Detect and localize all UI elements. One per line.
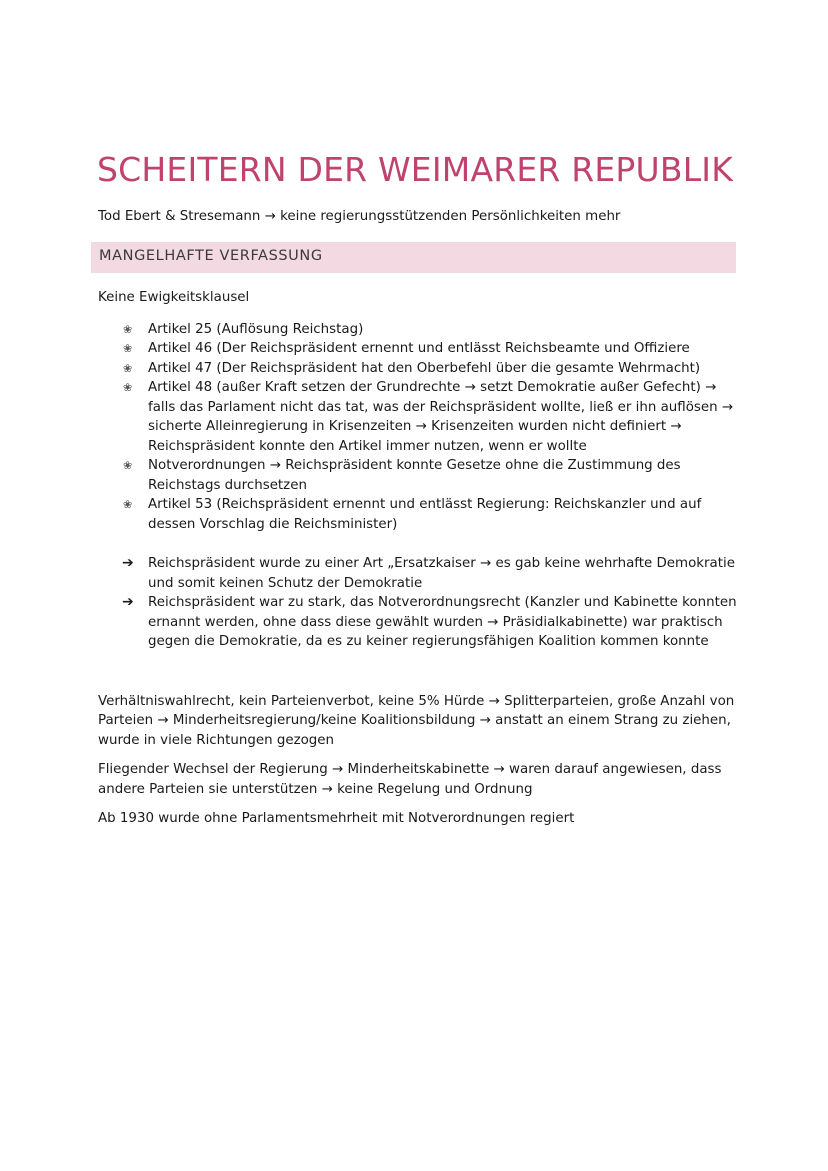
subtitle: Tod Ebert & Stresemann → keine regierungsstützenden Persönlichkeiten mehr [98, 209, 621, 224]
conclusion-list [98, 554, 738, 652]
flower-bullet-icon: ❀ [123, 381, 133, 394]
arrow-right-icon: ➔ [122, 594, 134, 610]
lead-text: Keine Ewigkeitsklausel [98, 290, 250, 305]
paragraph-notverordnungen: Ab 1930 wurde ohne Parlamentsmehrheit mit Notverordnungen regiert [98, 811, 575, 826]
list-item-text: Artikel 46 (Der Reichspräsident ernennt und entlässt Reichsbeamte und Offiziere [148, 341, 690, 356]
list-item-text: Artikel 53 (Reichspräsident ernennt und entlässt Regierung: Reichskanzler und auf dessen Vorschlag die Reichsminister) [148, 497, 702, 532]
section-heading: MANGELHAFTE VERFASSUNG [99, 248, 323, 264]
section-heading-bar [91, 242, 736, 273]
list-item [98, 495, 738, 534]
list-item-text: Artikel 47 (Der Reichspräsident hat den Oberbefehl über die gesamte Wehrmacht) [148, 360, 701, 376]
paragraph-regierungswechsel: Fliegender Wechsel der Regierung → Minderheitskabinette → waren darauf angewiesen, dass andere Parteien sie unterstützen → keine Regelung und Ordnung [98, 762, 722, 797]
paragraph-wahlrecht: Verhältniswahlrecht, kein Parteienverbot, keine 5% Hürde → Splitterparteien, große Anzahl von Parteien → Minderheitsregierung/keine Koalitionsbildung → anstatt an einem Strang zu ziehen, wurde in viele Richtungen gezogen [98, 693, 735, 748]
list-item [98, 339, 738, 359]
arrow-right-icon: ➔ [122, 555, 134, 571]
list-item-text: Notverordnungen → Reichspräsident konnte Gesetze ohne die Zustimmung des Reichstags durchsetzen [148, 458, 681, 493]
flower-bullet-icon: ❀ [123, 322, 133, 336]
flower-bullet-icon: ❀ [123, 498, 133, 511]
list-item-text: Artikel 25 (Auflösung Reichstag) [148, 321, 364, 337]
flower-bullet-icon: ❀ [123, 361, 133, 375]
list-item [98, 320, 738, 340]
list-item [98, 359, 738, 379]
section-content [98, 288, 738, 829]
conclusion-text: Reichspräsident war zu stark, das Notverordnungsrecht (Kanzler und Kabinette konnten ernannt werden, ohne dass diese gewählt wurden → Präsidialkabinette) war praktisch gegen die Demokratie, da es zu keiner regierungsfähigen Koalition kommen konnte [148, 595, 737, 649]
list-item [98, 378, 738, 456]
conclusion-text: Reichspräsident wurde zu einer Art „Ersatzkaiser → es gab keine wehrhafte Demokratie und somit keinen Schutz der Demokratie [148, 556, 735, 591]
page-title: SCHEITERN DER WEIMARER REPUBLIK [97, 150, 734, 189]
conclusion-item [98, 554, 738, 593]
list-item [98, 456, 738, 495]
conclusion-item [98, 593, 738, 652]
list-item-text: Artikel 48 (außer Kraft setzen der Grundrechte → setzt Demokratie außer Gefecht) → falls das Parlament nicht das tat, was der Reichspräsident wollte, ließ er ihn auflösen → sicherte Alleinregierung in Krisenzeiten → Krisenzeiten wurden nicht definiert → Reichspräsident konnte den Artikel immer nutzen, wenn er wollte [148, 380, 734, 454]
flower-bullet-icon: ❀ [123, 342, 133, 355]
article-list [98, 320, 738, 535]
flower-bullet-icon: ❀ [123, 459, 133, 472]
